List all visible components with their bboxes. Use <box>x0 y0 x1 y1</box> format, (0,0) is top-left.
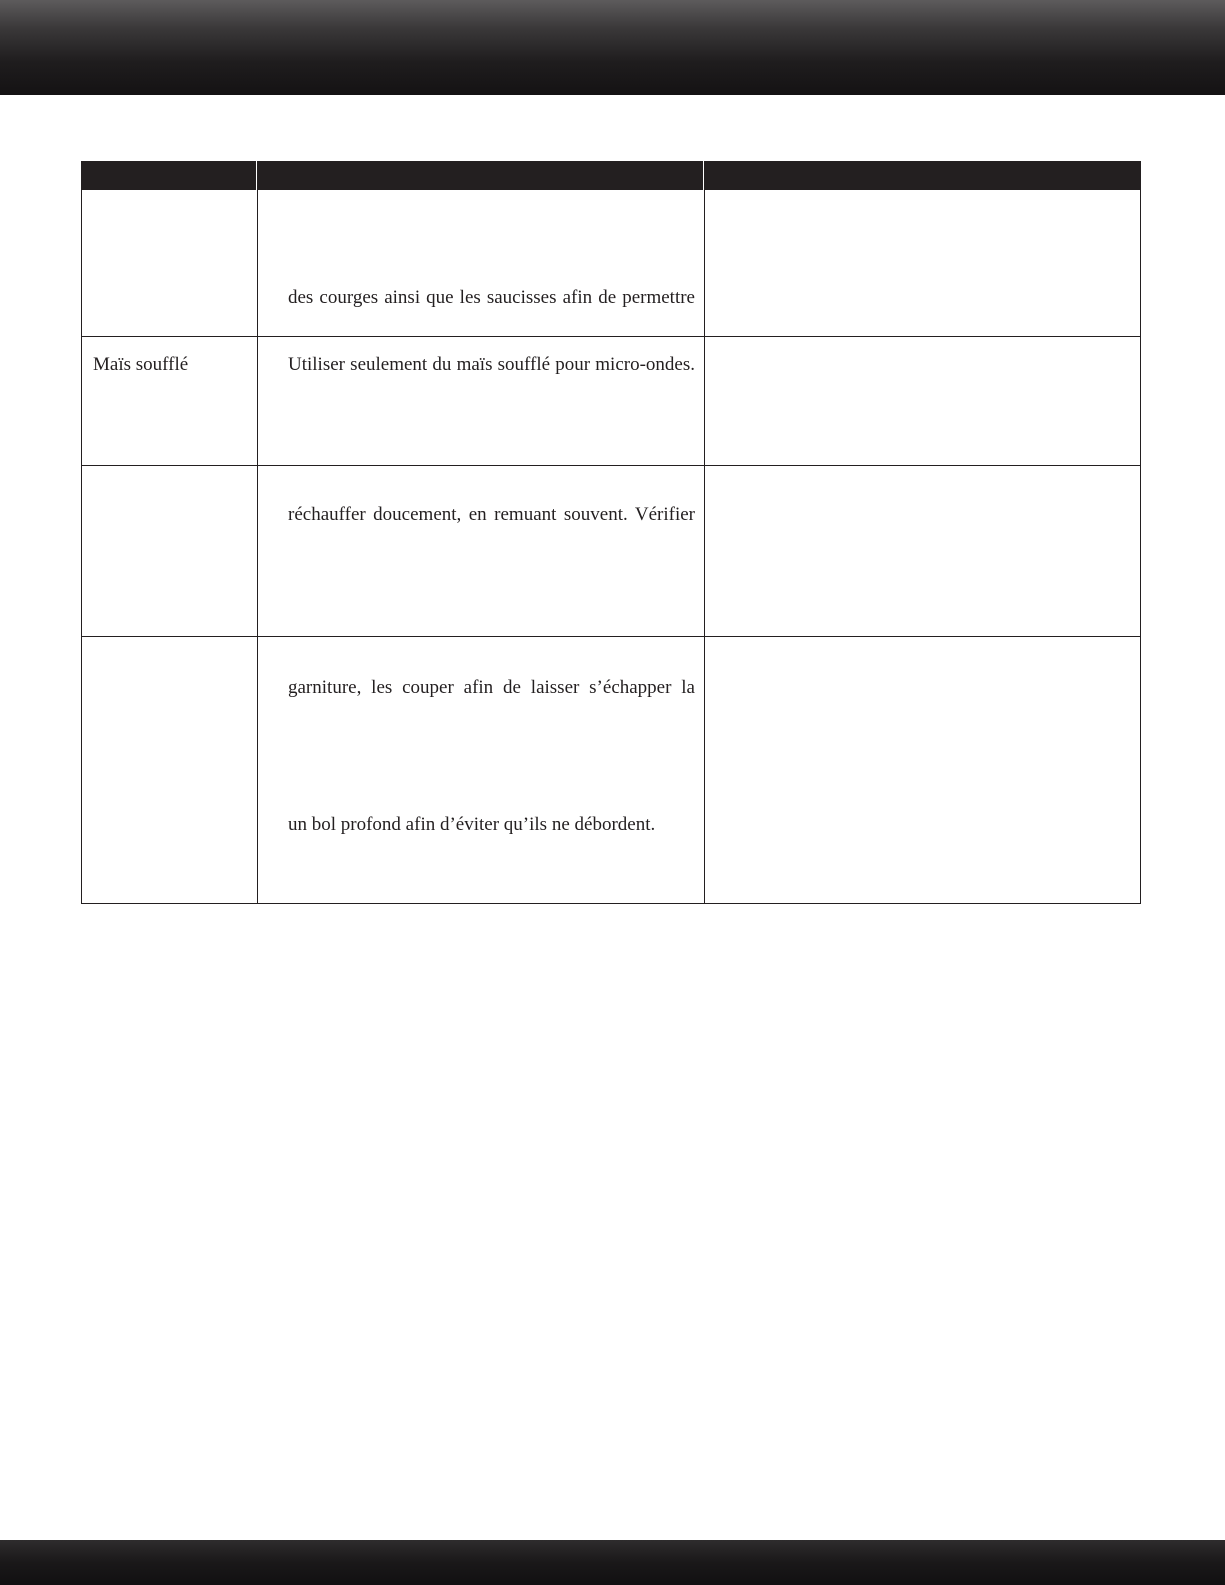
table-header-cell-2 <box>258 161 703 190</box>
row-divider-2 <box>81 465 1141 466</box>
table-border-right <box>1140 161 1141 904</box>
page-footer-bar <box>0 1540 1225 1585</box>
table-header-cell-3 <box>705 161 1141 190</box>
table-row-2-food-name: Maïs soufflé <box>93 354 189 375</box>
column-divider-1 <box>257 161 258 904</box>
row-divider-1 <box>81 336 1141 337</box>
table-header-cell-1 <box>81 161 256 190</box>
cooking-guide-table <box>81 161 1141 904</box>
table-border-bottom <box>81 903 1141 904</box>
table-row-2-instruction-line: Utiliser seulement du maïs soufflé pour micro-ondes. <box>288 354 695 375</box>
table-border-left <box>81 161 82 904</box>
table-row-3-instruction-line: réchauffer doucement, en remuant souvent. Vérifier <box>288 504 695 525</box>
table-row-4-instruction-line-2: un bol profond afin d’éviter qu’ils ne débordent. <box>288 814 656 835</box>
table-row-1-instruction-line: des courges ainsi que les saucisses afin de permettre <box>288 287 695 308</box>
table-row-4-instruction-line-1: garniture, les couper afin de laisser s’échapper la <box>288 677 695 698</box>
row-divider-3 <box>81 636 1141 637</box>
page-header-bar <box>0 0 1225 95</box>
column-divider-2 <box>704 161 705 904</box>
